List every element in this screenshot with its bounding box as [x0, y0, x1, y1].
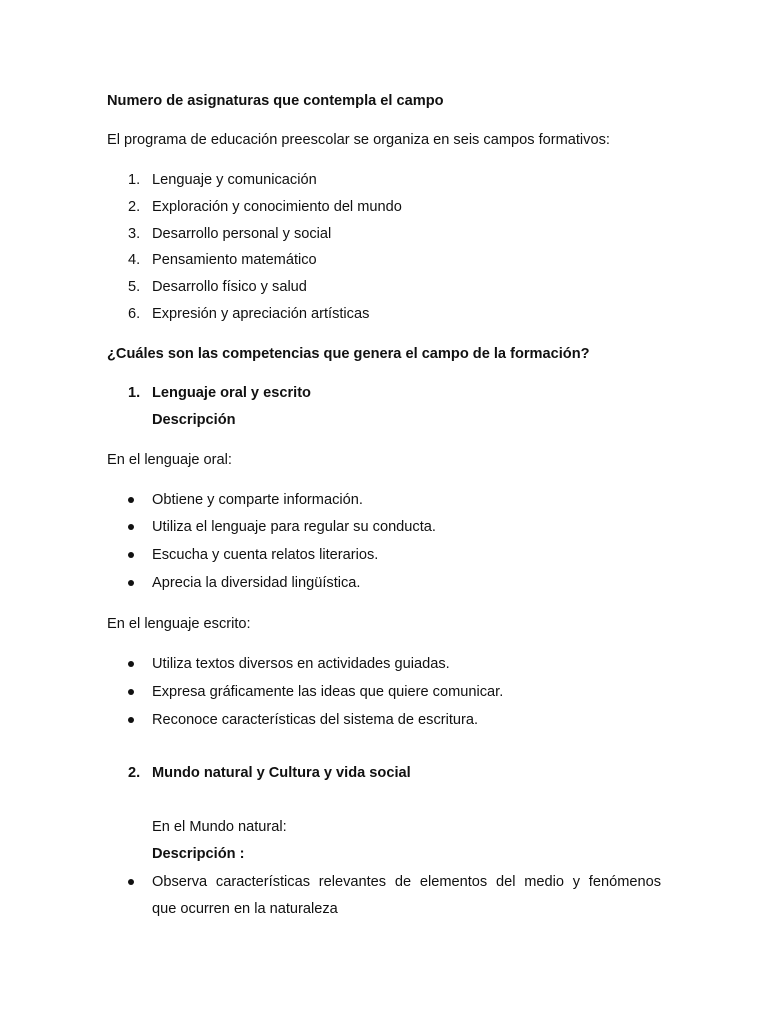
written-intro: En el lenguaje escrito: — [107, 616, 251, 632]
heading-asignaturas: Numero de asignaturas que contempla el campo — [107, 93, 444, 109]
list-item: Aprecia la diversidad lingüística. — [152, 575, 361, 591]
list-item: Obtiene y comparte información. — [152, 492, 363, 508]
bullet-icon — [128, 689, 134, 695]
bullet-icon — [128, 580, 134, 586]
natural-intro: En el Mundo natural: — [152, 819, 287, 835]
list-number: 1. — [128, 172, 141, 188]
list-item: Expresa gráficamente las ideas que quiere comunicar. — [152, 684, 504, 700]
list-number: 4. — [128, 252, 141, 268]
list-item: Pensamiento matemático — [152, 252, 317, 268]
list-item: Escucha y cuenta relatos literarios. — [152, 547, 379, 563]
subsection-title: Mundo natural y Cultura y vida social — [152, 765, 411, 781]
list-item-line: que ocurren en la naturaleza — [152, 901, 338, 917]
bullet-icon — [128, 497, 134, 503]
list-number: 5. — [128, 279, 141, 295]
intro-paragraph: El programa de educación preescolar se organiza en seis campos formativos: — [107, 132, 610, 148]
list-item: Expresión y apreciación artísticas — [152, 306, 370, 322]
list-item: Utiliza el lenguaje para regular su conducta. — [152, 519, 436, 535]
oral-intro: En el lenguaje oral: — [107, 452, 232, 468]
list-item: Desarrollo personal y social — [152, 226, 332, 242]
list-number: 3. — [128, 226, 141, 242]
bullet-icon — [128, 661, 134, 667]
list-number: 6. — [128, 306, 141, 322]
description-label: Descripción : — [152, 846, 245, 862]
bullet-icon — [128, 879, 134, 885]
list-number: 2. — [128, 199, 141, 215]
bullet-icon — [128, 717, 134, 723]
description-label: Descripción — [152, 412, 236, 428]
subsection-title: Lenguaje oral y escrito — [152, 385, 311, 401]
list-item-line: Observa características relevantes de elementos del medio y fenómenos — [152, 874, 661, 890]
list-item: Utiliza textos diversos en actividades guiadas. — [152, 656, 450, 672]
list-item: Lenguaje y comunicación — [152, 172, 317, 188]
bullet-icon — [128, 552, 134, 558]
subsection-number: 2. — [128, 765, 141, 781]
list-item: Reconoce características del sistema de escritura. — [152, 712, 479, 728]
list-item: Exploración y conocimiento del mundo — [152, 199, 402, 215]
subsection-number: 1. — [128, 385, 141, 401]
bullet-icon — [128, 524, 134, 530]
list-item: Desarrollo físico y salud — [152, 279, 307, 295]
heading-competencias: ¿Cuáles son las competencias que genera el campo de la formación? — [107, 346, 590, 362]
